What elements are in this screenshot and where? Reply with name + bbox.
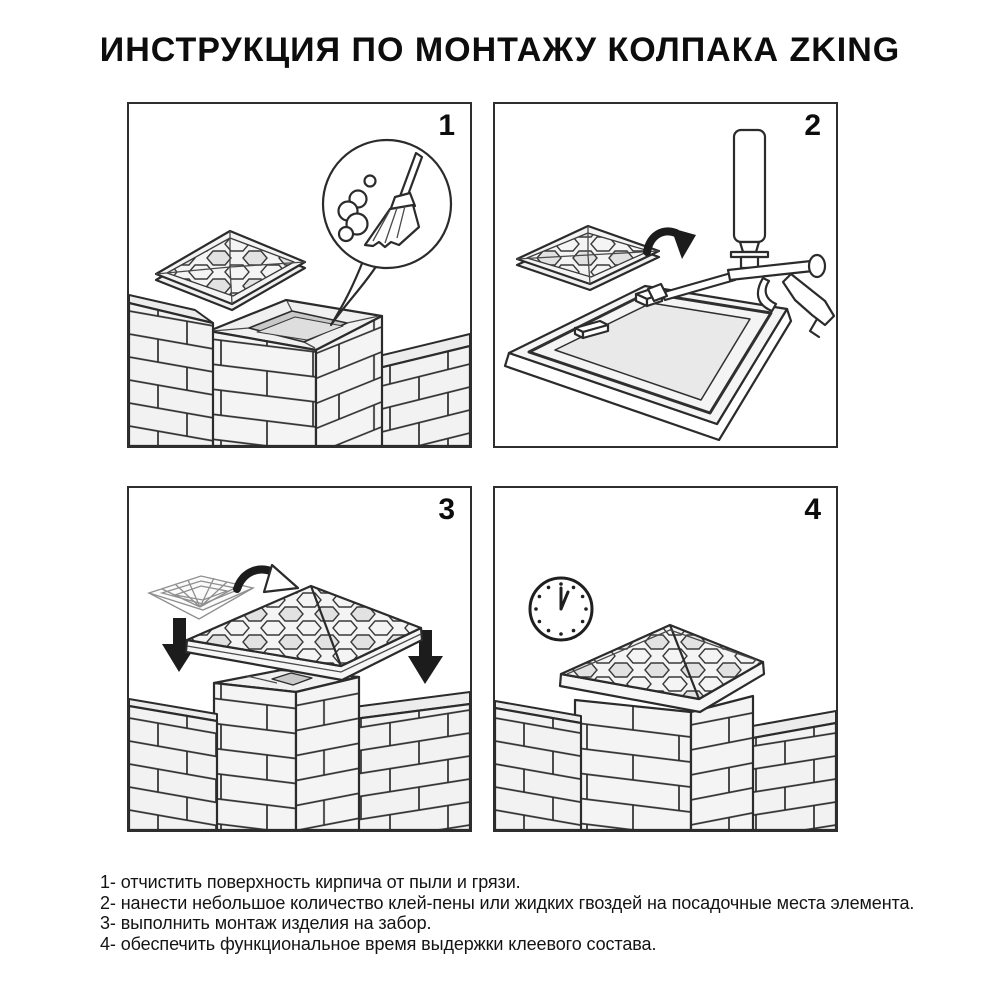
panel-number: 4: [804, 493, 821, 526]
brick-wall-left: [129, 699, 217, 830]
step2-illustration: [495, 104, 836, 446]
brick-wall-left: [129, 295, 213, 446]
brick-pillar: [209, 300, 382, 446]
panel-number: 1: [438, 109, 455, 142]
brick-pillar: [575, 696, 753, 830]
panel-step-3: [127, 486, 472, 832]
instruction-line: 3- выполнить монтаж изделия на забор.: [100, 913, 432, 933]
panel-number: 2: [804, 109, 821, 142]
instruction-line: 4- обеспечить функциональное время выдержки клеевого состава.: [100, 933, 657, 954]
instruction-list: [100, 872, 980, 954]
cap-illustration: [156, 231, 305, 310]
panel-step-4: [493, 486, 838, 832]
instruction-line: 1- отчистить поверхность кирпича от пыли и грязи.: [100, 872, 521, 892]
brick-wall-right: [354, 692, 470, 830]
step4-illustration: [495, 488, 836, 830]
panel-step-1: [127, 102, 472, 448]
cap-underside: [505, 286, 791, 440]
brick-wall-right: [379, 334, 470, 446]
step3-illustration: [129, 488, 470, 830]
instruction-line: 2- нанести небольшое количество клей-пены или жидких гвоздей на посадочные места элемента.: [100, 892, 915, 913]
step1-illustration: [129, 104, 470, 446]
panel-step-2: [493, 102, 838, 448]
cap-illustration: [517, 226, 659, 290]
page-title: ИНСТРУКЦИЯ ПО МОНТАЖУ КОЛПАКА ZKING: [99, 31, 901, 69]
cap-illustration: [560, 625, 764, 712]
brick-wall-right: [747, 711, 836, 830]
panel-number: 3: [438, 493, 455, 526]
clock-icon: [530, 578, 592, 640]
brick-wall-left: [495, 701, 581, 830]
brick-pillar: [214, 670, 359, 830]
